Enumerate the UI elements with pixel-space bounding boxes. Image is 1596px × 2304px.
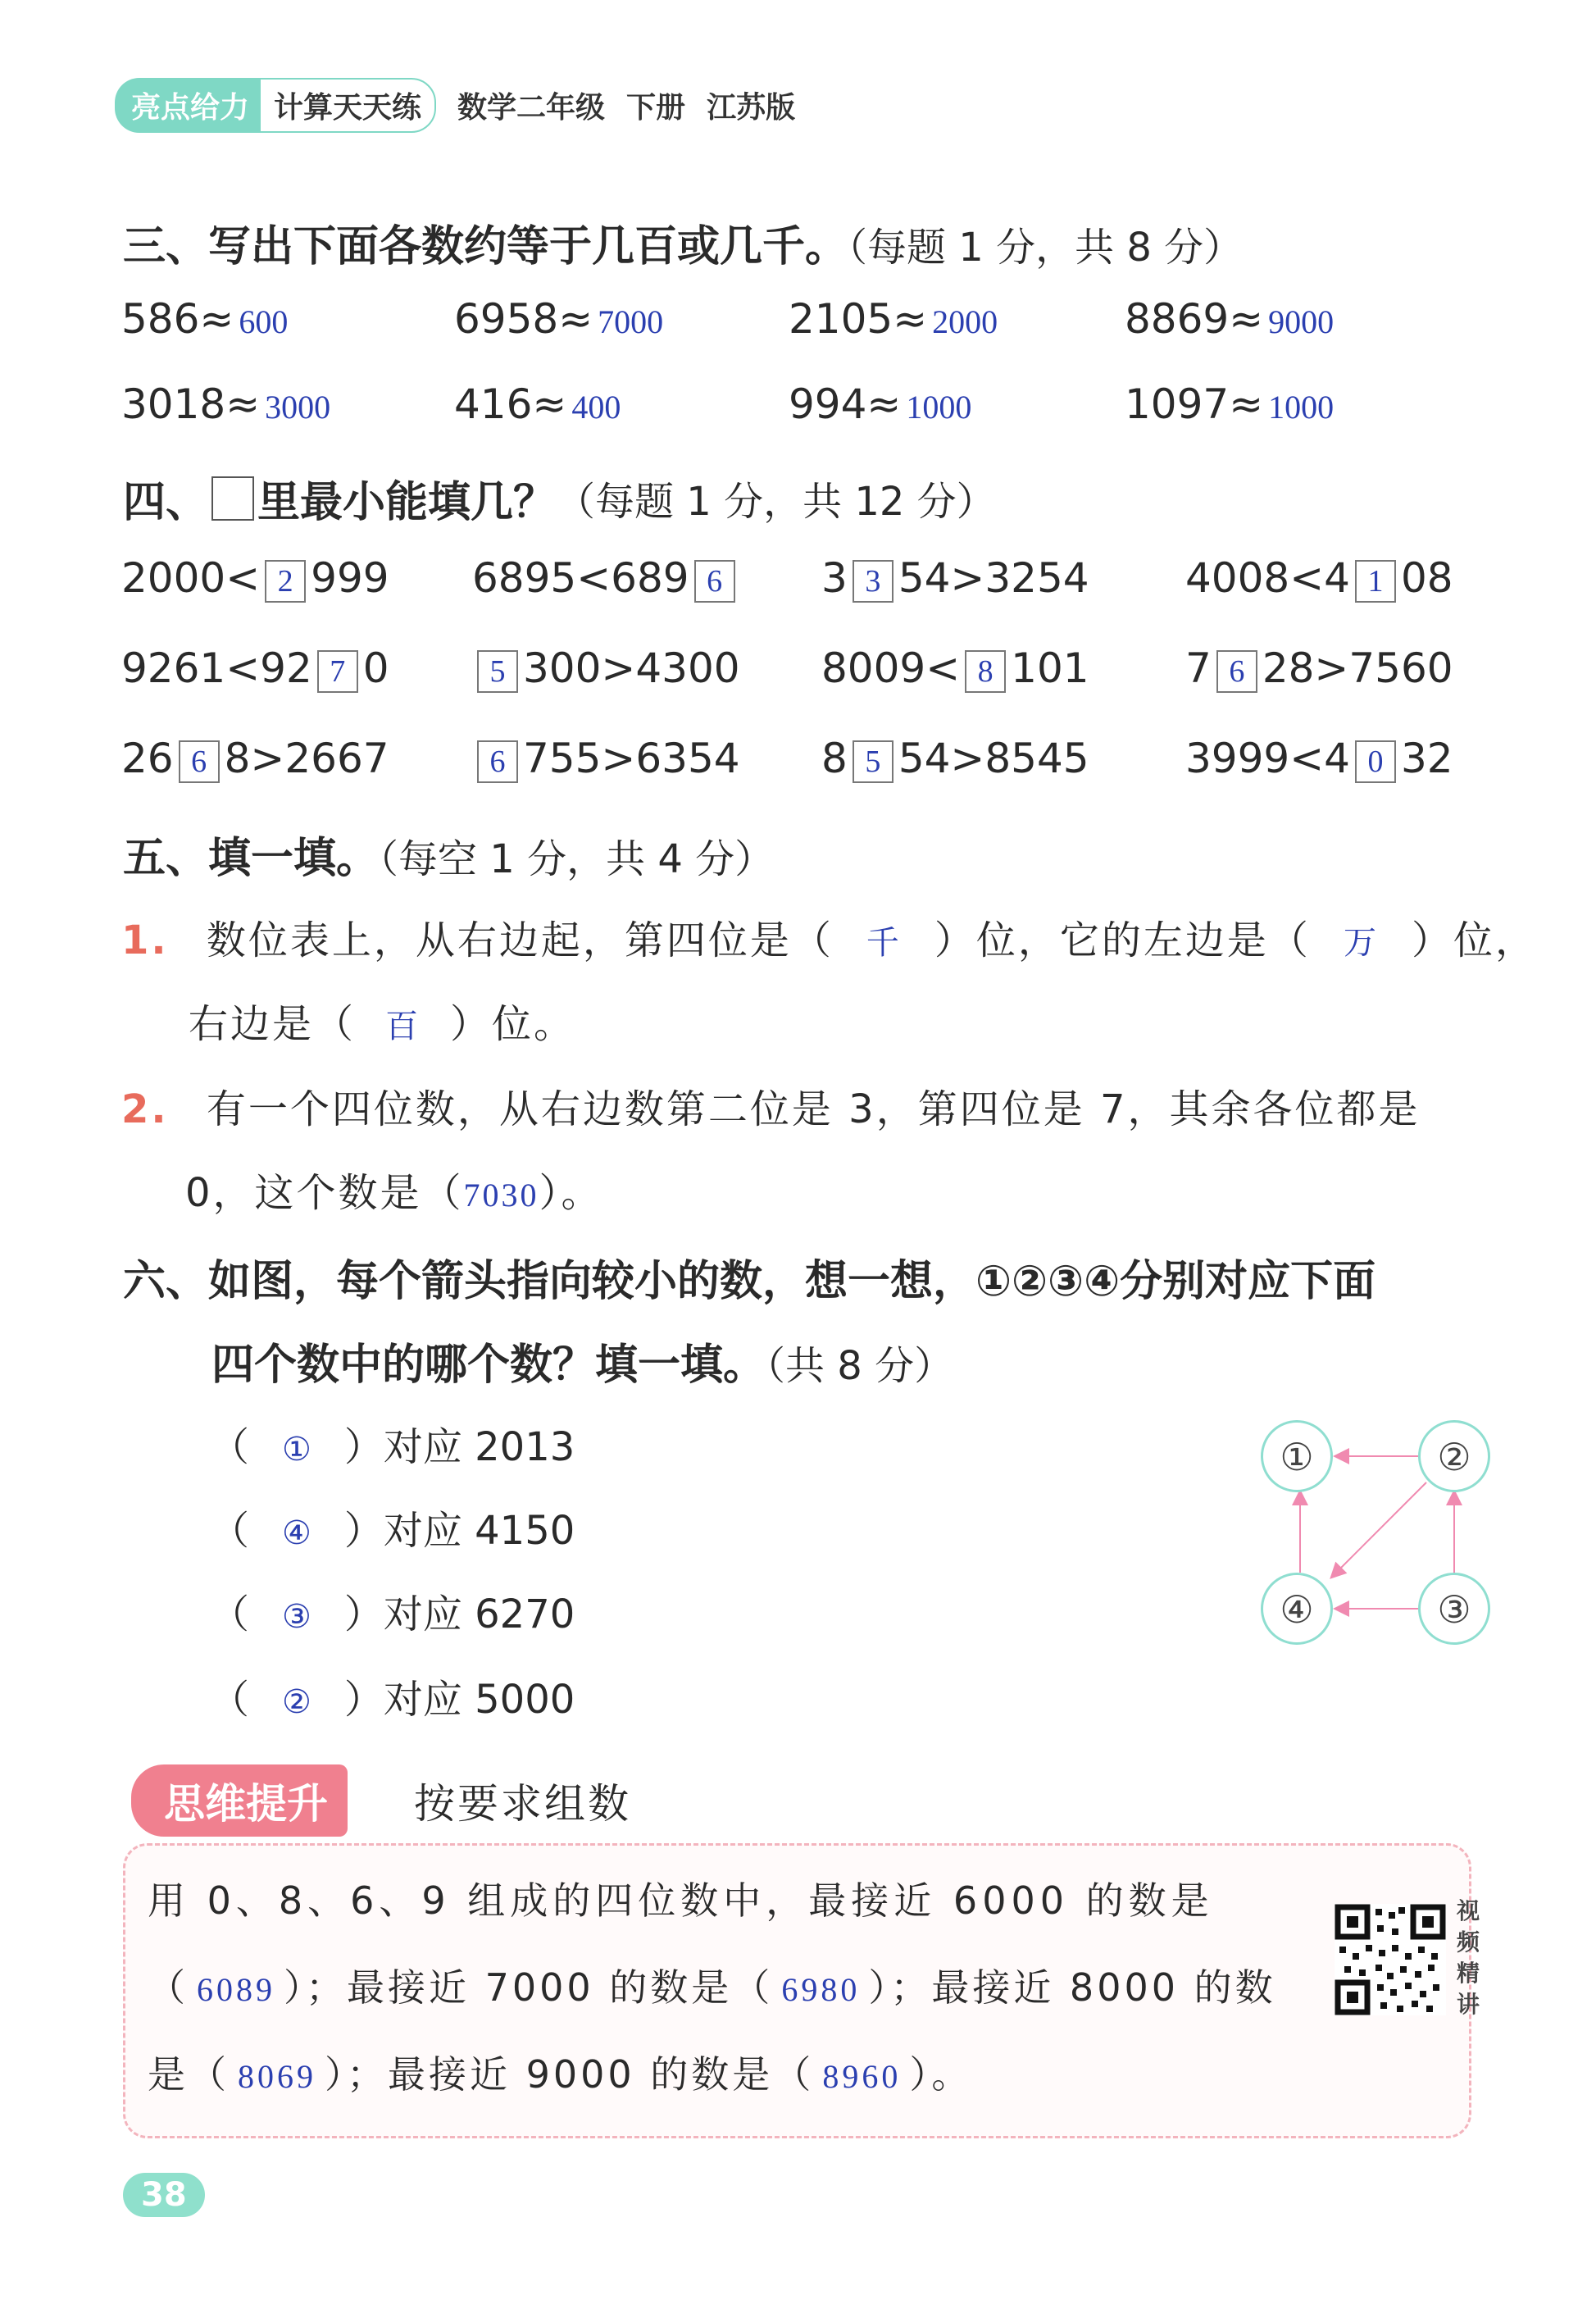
fill-item: 2000< 2 999	[121, 554, 389, 602]
section-5-title: 五、填一填。（每空 1 分，共 4 分）	[123, 834, 775, 883]
page-number: 38	[123, 2173, 205, 2217]
approx-item: 6958≈ 7000	[454, 295, 664, 343]
section-6-title: 六、如图，每个箭头指向较小的数，想一想，①②③④分别对应下面	[123, 1257, 1376, 1306]
node-1: ①	[1261, 1420, 1333, 1492]
fill-item: 3 3 54>3254	[821, 554, 1089, 602]
approx-item: 3018≈ 3000	[121, 380, 331, 428]
fill-item: 6895<689 6	[472, 554, 740, 603]
header-bar	[115, 79, 795, 131]
section-6-title-line2: 四个数中的哪个数？填一填。（共 8 分）	[211, 1341, 954, 1390]
section-3-title: 三、写出下面各数约等于几百或几千。（每题 1 分，共 8 分）	[123, 222, 1244, 271]
fill-item: 3999<4 0 32	[1185, 735, 1453, 782]
fill-item: 6 755>6354	[472, 735, 740, 783]
series-label: 计算天天练	[259, 78, 436, 133]
map-item: （ ④ ）对应 4150	[210, 1508, 575, 1554]
thinking-badge: 思维提升	[131, 1764, 348, 1837]
fill-item: 26 6 8>2667	[121, 735, 389, 782]
empty-box-icon	[211, 476, 254, 521]
subject-label: 数学二年级	[457, 90, 606, 125]
fill-item: 8009< 8 101	[821, 644, 1089, 692]
approx-item: 586≈ 600	[121, 295, 289, 343]
question-5-1-line1: 1. 数位表上，从右边起，第四位是（ 千 ）位，它的左边是（ 万 ）位，	[121, 918, 1537, 963]
question-5-2-line2: 0，这个数是（7030）。	[185, 1170, 603, 1216]
arrow-2-to-4	[1332, 1482, 1426, 1577]
fill-item: 5 300>4300	[472, 644, 740, 693]
fill-item: 9261<92 7 0	[121, 644, 389, 692]
map-item: （ ① ）对应 2013	[210, 1424, 575, 1470]
question-5-1-line2: 右边是（ 百 ）位。	[189, 1001, 576, 1047]
fill-item: 7 6 28>7560	[1185, 644, 1453, 692]
approx-item: 416≈ 400	[454, 380, 621, 428]
approx-item: 2105≈ 2000	[789, 295, 998, 343]
qr-code-icon[interactable]	[1335, 1904, 1446, 2015]
node-2: ②	[1418, 1420, 1490, 1492]
fill-item: 8 5 54>8545	[821, 735, 1089, 782]
fill-item: 4008<4 1 08	[1185, 554, 1453, 602]
thinking-subtitle: 按要求组数	[414, 1780, 631, 1828]
thinking-line1: 用 0、8、6、9 组成的四位数中，最接近 6000 的数是	[148, 1878, 1214, 1923]
edition-label: 江苏版	[707, 90, 796, 125]
volume-label: 下册	[626, 90, 686, 125]
approx-item: 8869≈ 9000	[1125, 295, 1335, 343]
thinking-line2: （ 6089 ）；最接近 7000 的数是（ 6980 ）；最接近 8000 的数	[148, 1965, 1276, 2010]
video-explain-label[interactable]: 视 频 精 讲	[1456, 1897, 1480, 2018]
approx-item: 1097≈ 1000	[1125, 380, 1335, 428]
map-item: （ ② ）对应 5000	[210, 1677, 575, 1723]
node-3: ③	[1418, 1573, 1490, 1645]
node-4: ④	[1261, 1573, 1333, 1645]
map-item: （ ③ ）对应 6270	[210, 1591, 575, 1637]
approx-item: 994≈ 1000	[789, 380, 972, 428]
thinking-line3: 是（ 8069 ）；最接近 9000 的数是（ 8960 ）。	[148, 2052, 973, 2097]
brand-label: 亮点给力	[115, 78, 259, 133]
question-5-2-line1: 2. 有一个四位数，从右边数第二位是 3，第四位是 7，其余各位都是	[121, 1086, 1421, 1132]
section-4-title: 四、 里最小能填几？ （每题 1 分，共 12 分）	[123, 467, 996, 529]
